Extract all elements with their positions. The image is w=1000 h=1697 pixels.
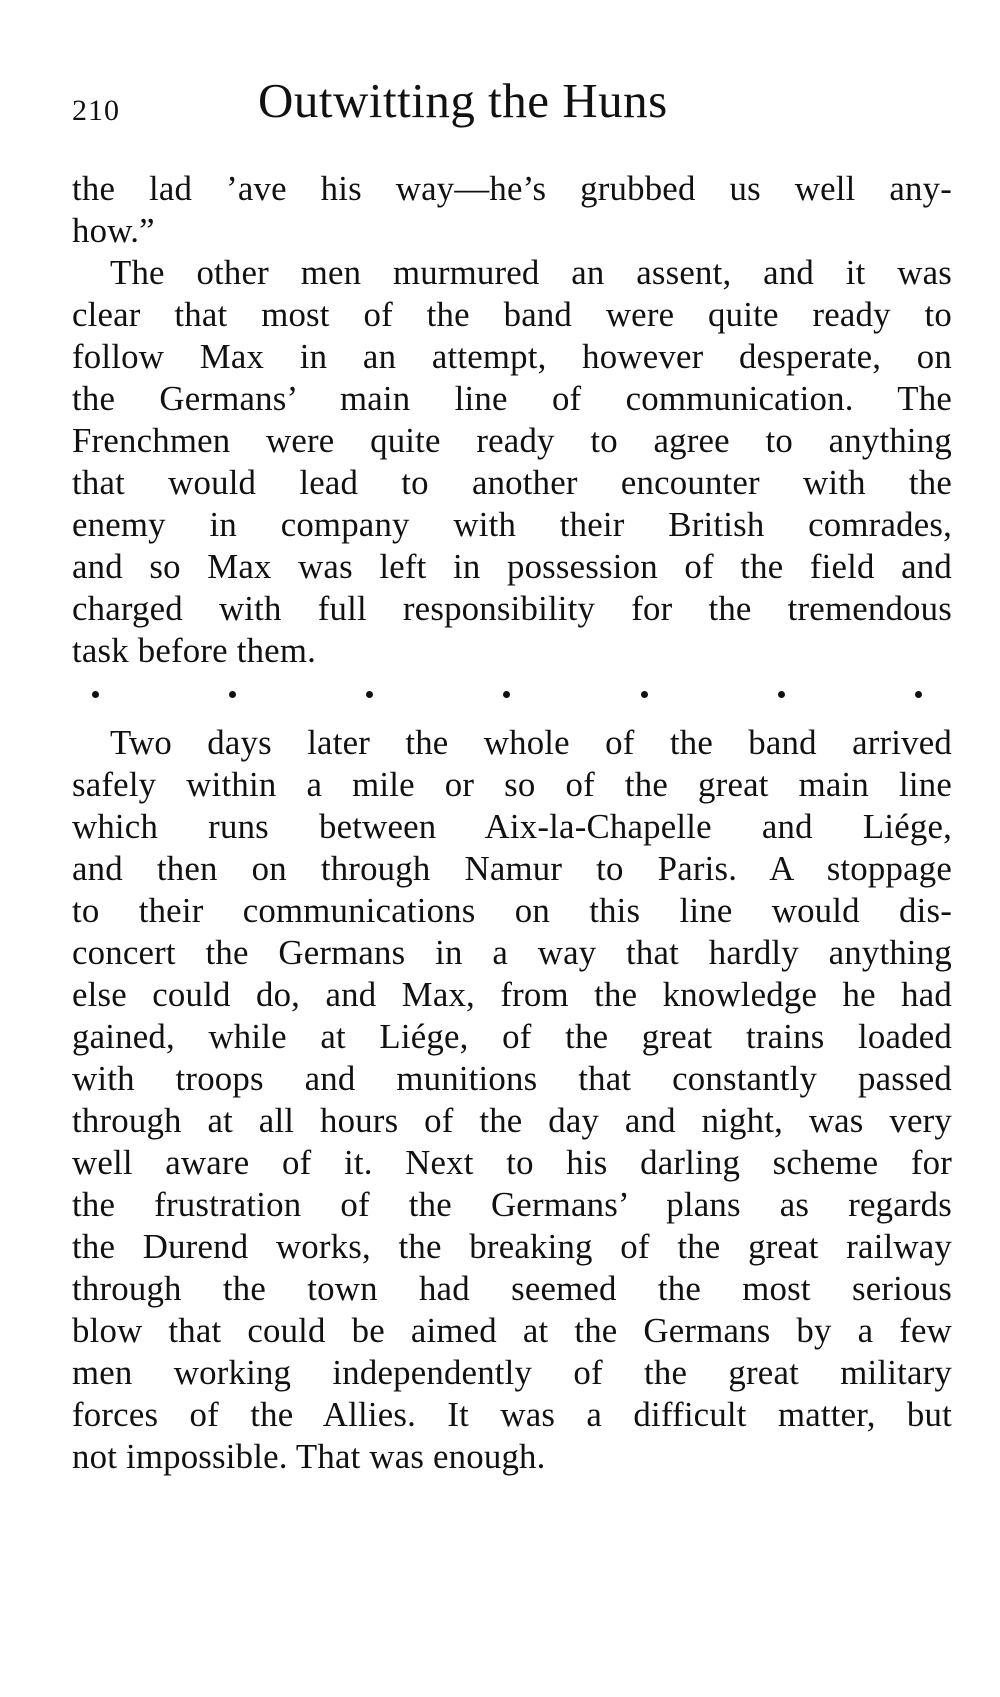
text-line: charged with full responsibility for the tremendous bbox=[72, 589, 952, 628]
text-line: blow that could be aimed at the Germans by a few bbox=[72, 1311, 952, 1350]
ornament-dot bbox=[915, 691, 922, 698]
ornament-dot bbox=[778, 691, 785, 698]
body-text bbox=[72, 168, 952, 1478]
ornament-dot bbox=[92, 691, 99, 698]
text-line: and then on through Namur to Paris. A stoppage bbox=[72, 849, 952, 888]
text-line: gained, while at Liége, of the great trains loaded bbox=[72, 1017, 952, 1056]
text-line: well aware of it. Next to his darling scheme for bbox=[72, 1143, 952, 1182]
ornament-dot bbox=[503, 691, 510, 698]
ornament-dot bbox=[366, 691, 373, 698]
text-line: Frenchmen were quite ready to agree to anything bbox=[72, 421, 952, 460]
text-line: and so Max was left in possession of the field and bbox=[72, 547, 952, 586]
text-line: the Durend works, the breaking of the great railway bbox=[72, 1227, 952, 1266]
text-line: else could do, and Max, from the knowledge he had bbox=[72, 975, 952, 1014]
page-title: Outwitting the Huns bbox=[258, 73, 668, 128]
text-line: how.” bbox=[72, 211, 155, 250]
text-line: the Germans’ main line of communication. The bbox=[72, 379, 952, 418]
page-number: 210 bbox=[72, 94, 120, 127]
book-page bbox=[72, 0, 952, 1697]
section-break-ornament bbox=[92, 684, 922, 704]
text-line: men working independently of the great military bbox=[72, 1353, 952, 1392]
text-line: enemy in company with their British comrades, bbox=[72, 505, 952, 544]
text-line: safely within a mile or so of the great main line bbox=[72, 765, 952, 804]
text-line: to their communications on this line would dis- bbox=[72, 891, 952, 930]
ornament-dot bbox=[641, 691, 648, 698]
text-line: Two days later the whole of the band arrived bbox=[110, 723, 952, 762]
paragraph-1 bbox=[72, 168, 952, 252]
paragraph-2 bbox=[72, 252, 952, 672]
text-line: not impossible. That was enough. bbox=[72, 1437, 546, 1476]
text-line: the frustration of the Germans’ plans as regards bbox=[72, 1185, 952, 1224]
text-line: which runs between Aix-la-Chapelle and Liége, bbox=[72, 807, 952, 846]
text-line: task before them. bbox=[72, 631, 316, 670]
text-line: the lad ’ave his way—he’s grubbed us well any- bbox=[72, 169, 952, 208]
text-line: with troops and munitions that constantly passed bbox=[72, 1059, 952, 1098]
text-line: concert the Germans in a way that hardly anything bbox=[72, 933, 952, 972]
running-head bbox=[72, 72, 952, 142]
text-line: through at all hours of the day and night, was very bbox=[72, 1101, 952, 1140]
text-line: through the town had seemed the most serious bbox=[72, 1269, 952, 1308]
text-line: that would lead to another encounter with the bbox=[72, 463, 952, 502]
text-line: forces of the Allies. It was a difficult matter, but bbox=[72, 1395, 952, 1434]
text-line: The other men murmured an assent, and it was bbox=[110, 253, 952, 292]
paragraph-3 bbox=[72, 722, 952, 1478]
ornament-dot bbox=[229, 691, 236, 698]
text-line: clear that most of the band were quite ready to bbox=[72, 295, 952, 334]
text-line: follow Max in an attempt, however desperate, on bbox=[72, 337, 952, 376]
